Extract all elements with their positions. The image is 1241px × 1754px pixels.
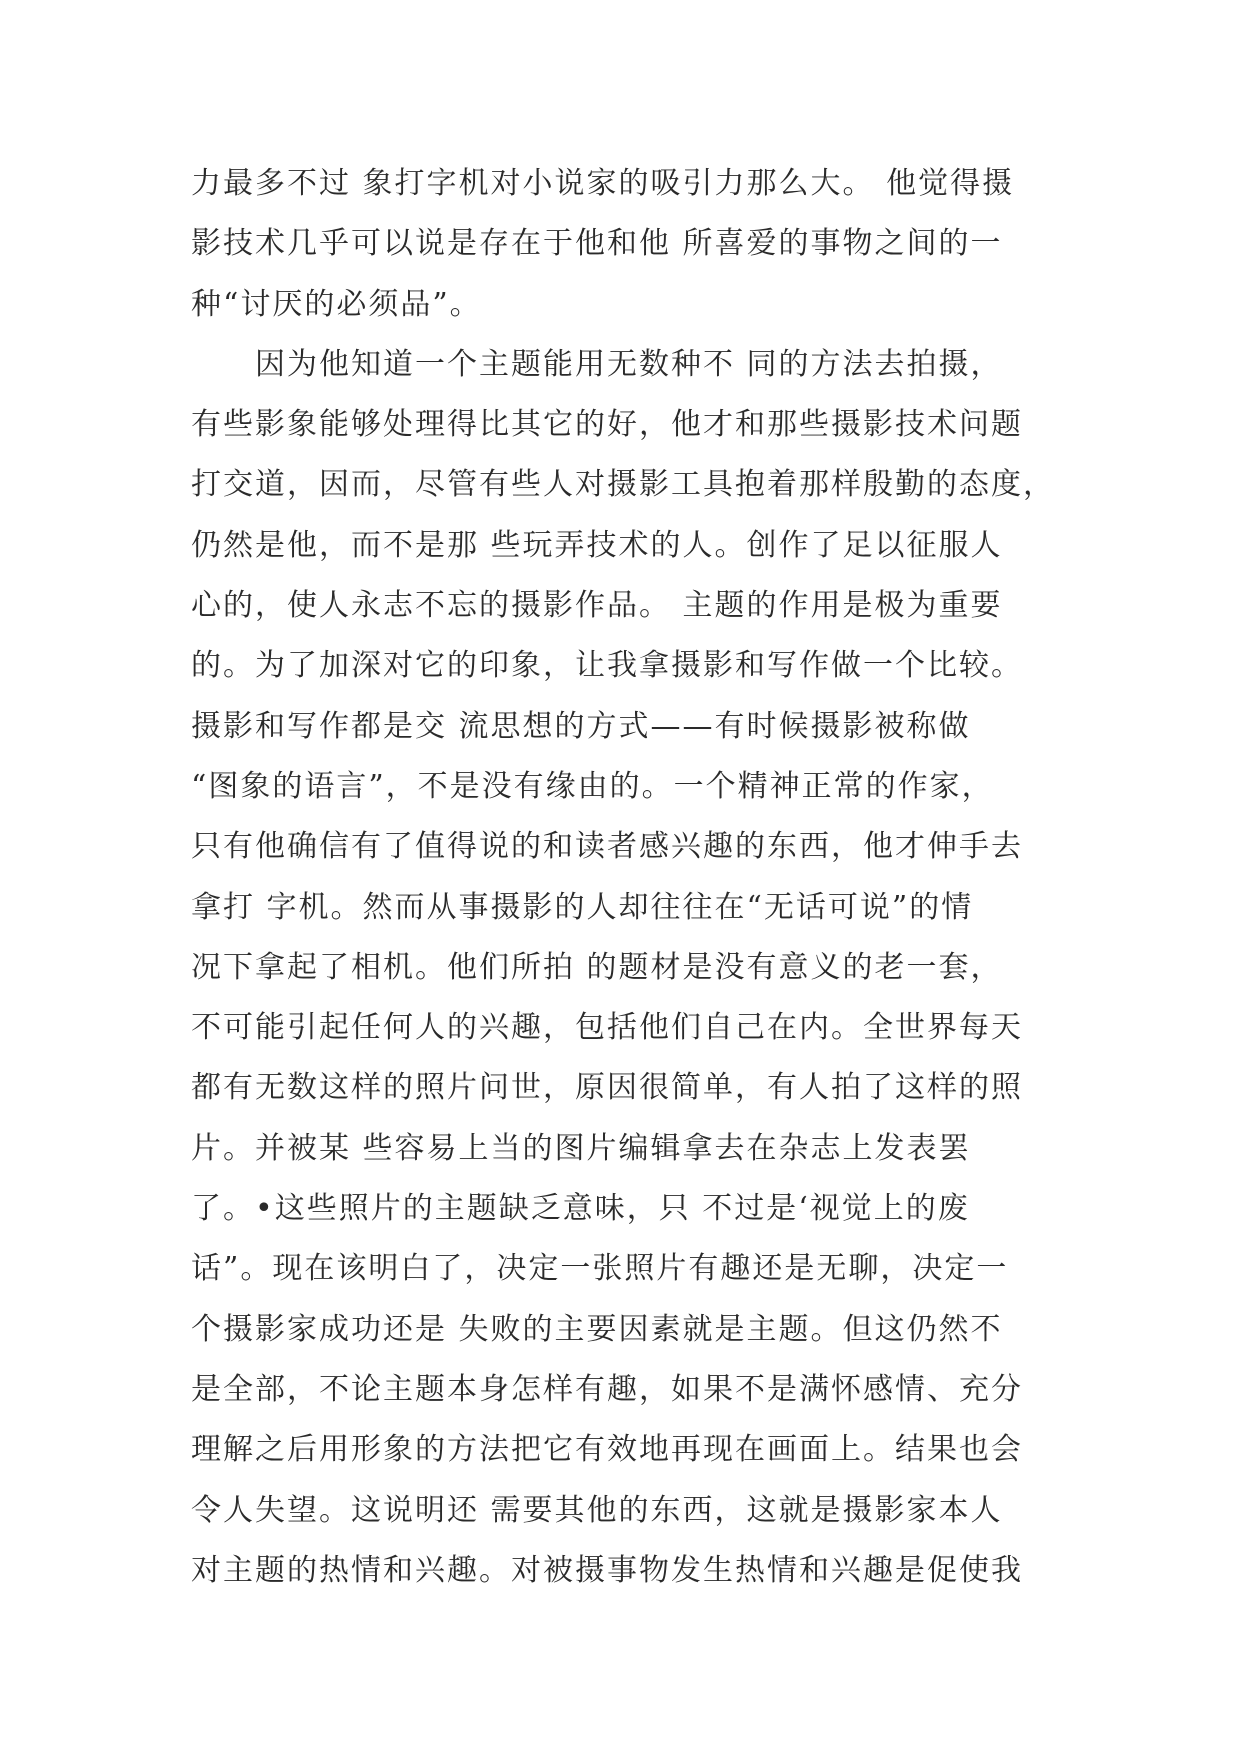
text-line: 都有无数这样的照片问世，原因很简单，有人拍了这样的照 [191,1070,1023,1106]
text-line: 的。为了加深对它的印象，让我拿摄影和写作做一个比较。 [191,648,1023,684]
text-line: 令人失望。这说明还 需要其他的东西，这就是摄影家本人 [191,1492,1003,1528]
text-line: “图象的语言”，不是没有缘由的。一个精神正常的作家， [191,768,994,804]
text-line: 心的，使人永志不忘的摄影作品。 主题的作用是极为重要 [191,588,1003,624]
text-line: 打交道，因而，尽管有些人对摄影工具抱着那样殷勤的态度， [191,467,1055,503]
text-line: 不可能引起任何人的兴趣，包括他们自己在内。全世界每天 [191,1010,1023,1046]
text-line: 是全部，不论主题本身怎样有趣，如果不是满怀感情、充分 [191,1371,1023,1407]
text-line: 况下拿起了相机。他们所拍 的题材是没有意义的老一套， [191,949,1003,985]
body-text [191,154,1071,1601]
text-line: 拿打 字机。然而从事摄影的人却往往在“无话可说”的情 [191,889,974,925]
text-line: 片。并被某 些容易上当的图片编辑拿去在杂志上发表罢 [191,1130,971,1166]
text-line: 个摄影家成功还是 失败的主要因素就是主题。但这仍然不 [191,1311,1003,1347]
text-line: 仍然是他，而不是那 些玩弄技术的人。创作了足以征服人 [191,527,1003,563]
text-line: 话”。现在该明白了，决定一张照片有趣还是无聊，决定一 [191,1251,1009,1287]
text-line: 摄影和写作都是交 流思想的方式——有时候摄影被称做 [191,708,971,744]
text-line: 了。•这些照片的主题缺乏意味，只 不过是‘视觉上的废 [191,1191,970,1227]
text-line: 因为他知道一个主题能用无数种不 同的方法去拍摄， [191,346,1003,382]
text-line: 只有他确信有了值得说的和读者感兴趣的东西，他才伸手去 [191,829,1023,865]
text-line: 有些影象能够处理得比其它的好，他才和那些摄影技术问题 [191,407,1023,443]
text-line: 力最多不过 象打字机对小说家的吸引力那么大。 他觉得摄 [191,166,1015,201]
text-line: 影技术几乎可以说是存在于他和他 所喜爱的事物之间的一 [191,226,1003,262]
text-line: 理解之后用形象的方法把它有效地再现在画面上。结果也会 [191,1432,1023,1468]
text-line: 种“讨厌的必须品”。 [191,286,482,322]
text-line: 对主题的热情和兴趣。对被摄事物发生热情和兴趣是促使我 [191,1552,1023,1588]
